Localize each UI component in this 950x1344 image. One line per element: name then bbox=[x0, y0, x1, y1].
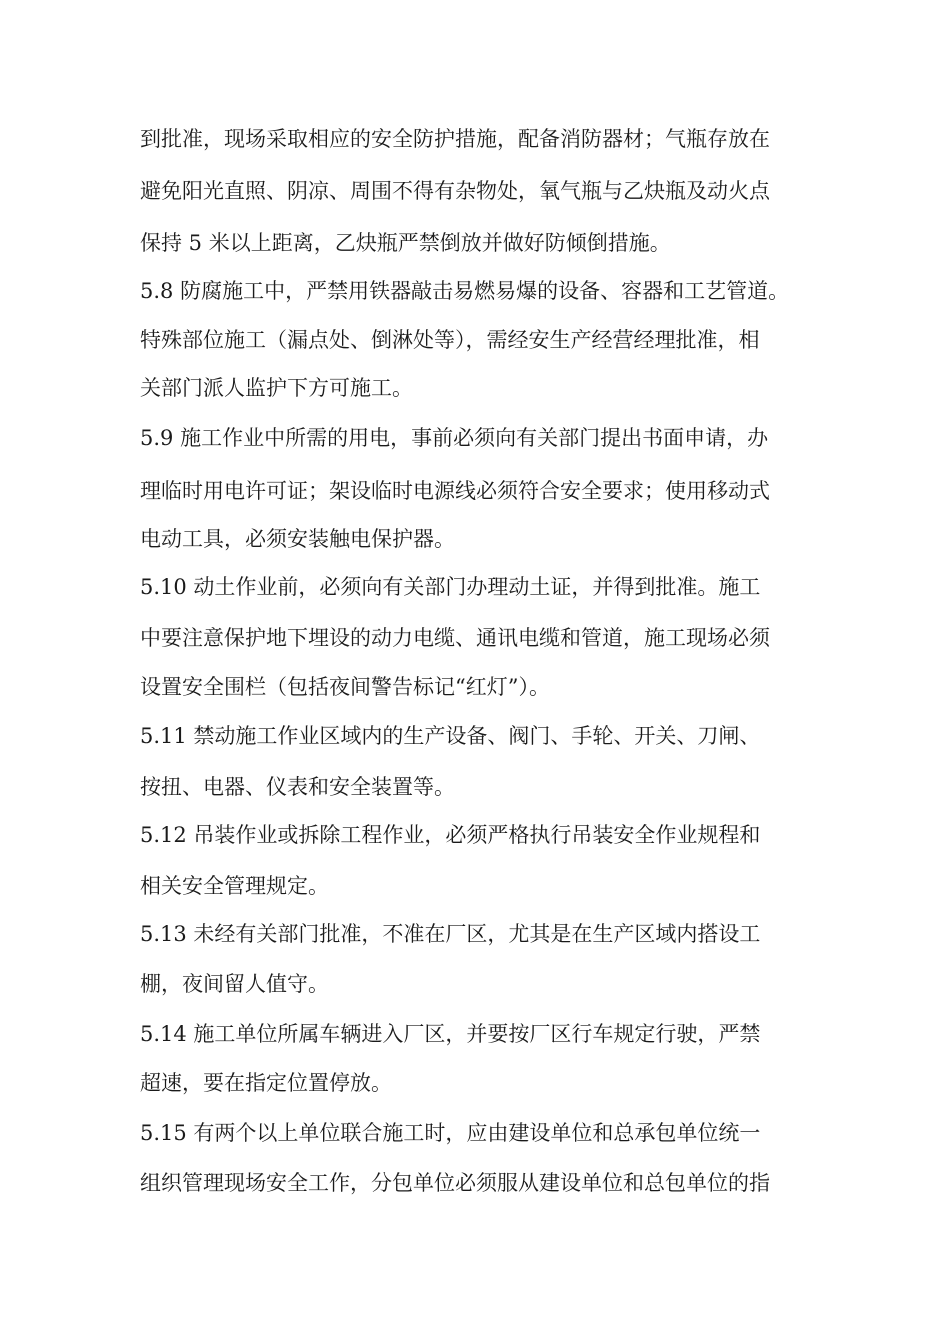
text-line: 按扭、电器、仪表和安全装置等。 bbox=[140, 775, 455, 799]
text-line: 电动工具，必须安装触电保护器。 bbox=[140, 527, 455, 551]
text-line: 超速，要在指定位置停放。 bbox=[140, 1071, 392, 1095]
text-line: 设置安全围栏（包括夜间警告标记“红灯”）。 bbox=[140, 675, 550, 699]
text-line: 5.9 施工作业中所需的用电，事前必须向有关部门提出书面申请，办 bbox=[140, 426, 769, 450]
text-line: 理临时用电许可证；架设临时电源线必须符合安全要求；使用移动式 bbox=[140, 479, 770, 503]
text-line: 5.11 禁动施工作业区域内的生产设备、阀门、手轮、开关、刀闸、 bbox=[140, 724, 761, 748]
text-line: 5.8 防腐施工中，严禁用铁器敲击易燃易爆的设备、容器和工艺管道。 bbox=[140, 279, 790, 303]
text-line: 避免阳光直照、阴凉、周围不得有杂物处，氧气瓶与乙炔瓶及动火点 bbox=[140, 179, 770, 203]
text-line: 保持 5 米以上距离，乙炔瓶严禁倒放并做好防倾倒措施。 bbox=[140, 231, 671, 255]
text-line: 5.10 动土作业前，必须向有关部门办理动土证，并得到批准。施工 bbox=[140, 575, 761, 599]
text-line: 棚，夜间留人值守。 bbox=[140, 972, 329, 996]
text-line: 特殊部位施工（漏点处、倒淋处等），需经安生产经营经理批准，相 bbox=[140, 328, 760, 352]
text-line: 5.15 有两个以上单位联合施工时，应由建设单位和总承包单位统一 bbox=[140, 1121, 761, 1145]
text-line: 关部门派人监护下方可施工。 bbox=[140, 376, 413, 400]
text-line: 到批准，现场采取相应的安全防护措施，配备消防器材；气瓶存放在 bbox=[140, 127, 770, 151]
text-line: 相关安全管理规定。 bbox=[140, 874, 329, 898]
text-line: 5.12 吊装作业或拆除工程作业，必须严格执行吊装安全作业规程和 bbox=[140, 823, 761, 847]
text-line: 5.13 未经有关部门批准，不准在厂区，尤其是在生产区域内搭设工 bbox=[140, 922, 761, 946]
text-line: 中要注意保护地下埋设的动力电缆、通讯电缆和管道，施工现场必须 bbox=[140, 626, 770, 650]
text-line: 5.14 施工单位所属车辆进入厂区，并要按厂区行车规定行驶，严禁 bbox=[140, 1022, 761, 1046]
text-line: 组织管理现场安全工作，分包单位必须服从建设单位和总包单位的指 bbox=[140, 1171, 770, 1195]
